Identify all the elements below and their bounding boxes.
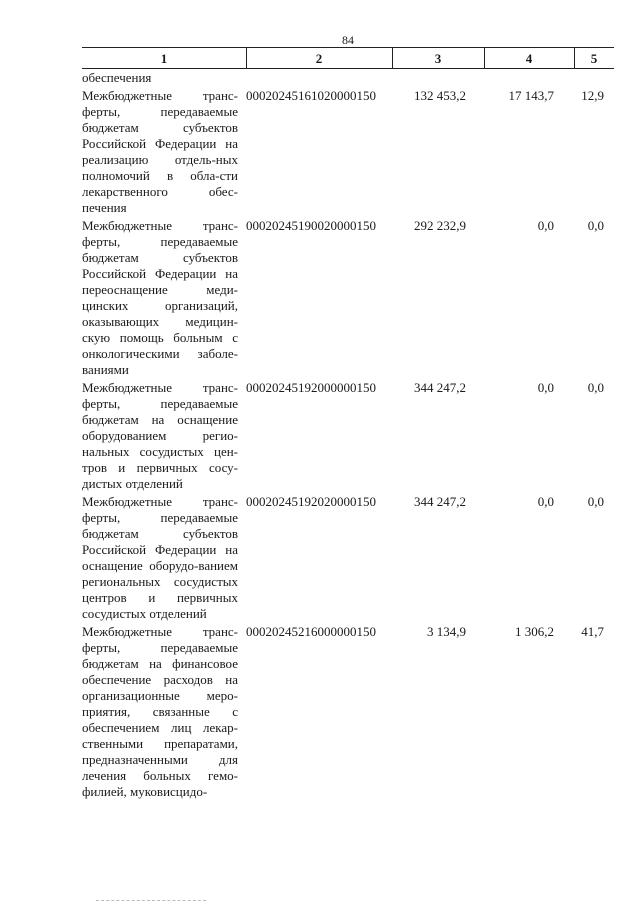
- row-description: Межбюджетные транс-ферты, передаваемые бюджетам на финансовое обеспечение расходов на организационные меро-приятия, связанные с обеспечением лиц лекар-ственными препаратами, предназначенными для лечения больных гемо-филией, муковисцидо-: [82, 624, 238, 799]
- row-value-col4: 0,0: [537, 380, 554, 395]
- row-code: 00020245192020000150: [246, 494, 376, 509]
- table-row: [82, 380, 630, 492]
- header-col-2: 2: [315, 51, 323, 66]
- row-value-col4: 0,0: [537, 218, 554, 233]
- row-value-col5: 0,0: [587, 218, 604, 233]
- row-code: 00020245161020000150: [246, 88, 376, 103]
- table-row: [82, 218, 630, 378]
- page-number: 84: [342, 33, 354, 47]
- header-col-4: 4: [525, 51, 533, 66]
- header-col-5: 5: [590, 51, 598, 66]
- table-row: [82, 88, 630, 216]
- row-description: Межбюджетные транс-ферты, передаваемые бюджетам субъектов Российской Федерации на реализацию отдель-ных полномочий в обла-сти лекарственного обес-печения: [82, 88, 238, 215]
- row-description: Межбюджетные транс-ферты, передаваемые бюджетам на оснащение оборудованием регио-нальных сосудистых цен-тров и первичных сосу-дистых отделений: [82, 380, 238, 491]
- row-value-col5: 0,0: [587, 380, 604, 395]
- table-row: [82, 624, 630, 800]
- header-col-1: 1: [160, 51, 168, 66]
- table-row: [82, 494, 630, 622]
- continuation-text: обеспечения: [82, 70, 152, 85]
- row-description: Межбюджетные транс-ферты, передаваемые бюджетам субъектов Российской Федерации на переоснащение меди-цинских организаций, оказывающих медицин-скую помощь больным с онкологическими заболе-ваниями: [82, 218, 238, 377]
- row-value-col4: 17 143,7: [508, 88, 554, 103]
- table-body: [82, 70, 630, 800]
- footer-scan-mark: [96, 900, 206, 901]
- row-value-col3: 3 134,9: [427, 624, 466, 639]
- row-description: Межбюджетные транс-ферты, передаваемые бюджетам субъектов Российской Федерации на оснащение оборудо-ванием региональных сосудистых центров и первичных сосудистых отделений: [82, 494, 238, 621]
- row-value-col3: 132 453,2: [414, 88, 466, 103]
- row-value-col3: 344 247,2: [414, 380, 466, 395]
- row-code: 00020245216000000150: [246, 624, 376, 639]
- table-header: [82, 48, 614, 69]
- row-value-col3: 344 247,2: [414, 494, 466, 509]
- row-code: 00020245190020000150: [246, 218, 376, 233]
- row-value-col5: 12,9: [581, 88, 604, 103]
- row-value-col3: 292 232,9: [414, 218, 466, 233]
- row-value-col4: 1 306,2: [515, 624, 554, 639]
- row-code: 00020245192000000150: [246, 380, 376, 395]
- row-value-col5: 41,7: [581, 624, 604, 639]
- row-value-col5: 0,0: [587, 494, 604, 509]
- row-value-col4: 0,0: [537, 494, 554, 509]
- header-col-3: 3: [434, 51, 442, 66]
